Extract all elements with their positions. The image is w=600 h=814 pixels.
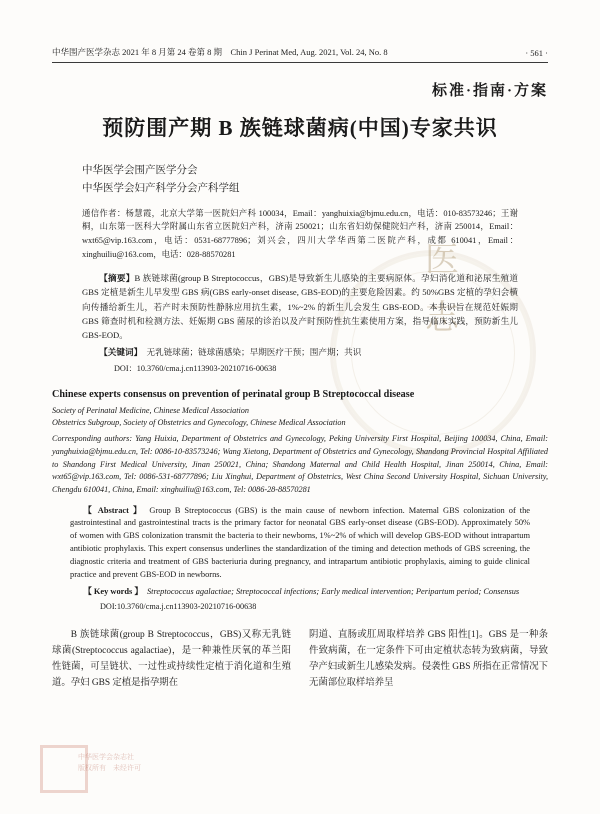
body-column-left: [52, 627, 291, 692]
watermark-red-stamp-icon: [40, 745, 88, 793]
body-column-right: [309, 627, 548, 692]
body-paragraph-left: B 族链球菌(group B Streptococcus，GBS)又称无乳链球菌(Streptococcus agalactiae)，是一种兼性厌氧的革兰阳性链菌，可呈链状、一过性或持续性定植于消化道和生殖道。孕妇 GBS 定植是指孕期在: [52, 629, 291, 689]
abstract-cn: [82, 271, 518, 342]
keywords-en-text: Streptococcus agalactiae; Streptococcal infections; Early medical intervention; Peripartum period; Consensus: [146, 587, 520, 597]
watermark-stamp-text: [78, 752, 141, 773]
english-corresponding-author-note: Corresponding authors: Yang Huixia, Department of Obstetrics and Gynecology, Peking University First Hospital, Beijing 100034, China, Email: yanghuixia@bjmu.edu.cn, Tel: 0086-10-83573246; Wang Xietong, Department of Obstetrics and Gynecology, Shandong Provincial Hospital Affiliated to Shandong First Medical University, Jinan 250021, China; Shandong Maternal and Child Health Hospital, Jinan 250014, China, Email: wxt65@vip.163.com, Tel: 0086-531-68777896; Liu Xinghui, Department of Obstetrics, West China Second University Hospital, Sichuan University, Chengdu 610041, China, Email: xinghuiliu@163.com, Tel: 0086-28-88570281: [52, 434, 548, 494]
watermark-char-2: 志: [425, 300, 459, 337]
running-head: [52, 46, 548, 63]
author-group: [82, 162, 548, 199]
abstract-en: [70, 505, 530, 582]
english-affiliation-1: Society of Perinatal Medicine, Chinese Medical Association: [52, 405, 249, 415]
page-number: · 561 ·: [525, 48, 548, 58]
keywords-cn-text: 无乳链球菌；链球菌感染；早期医疗干预；围产期；共识: [146, 347, 362, 358]
abstract-cn-label: 【摘要】: [99, 273, 135, 284]
corresponding-author-note: 通信作者：杨慧霞，北京大学第一医院妇产科 100034，Email：yanghuixia@bjmu.edu.cn，电话：010-83573246；王谢桐，山东第一医科大学附属山东省立医院妇产科，济南 250021；山东省妇幼保健院妇产科，济南 250014，Email：wxt65@vip.163.com，电话：0531-68777896；刘兴会，四川大学华西第二医院产科，成都 610041，Email：xinghuiliu@163.com，电话：028-88570281: [82, 208, 518, 259]
abstract-en-text: Group B Streptococcus (GBS) is the main cause of newborn infection. Maternal GBS colonization of the gastrointestinal and gastrointestinal tracts is the primary factor for neonatal GBS early-onset disease (GBS-EOD). Approximately 50% of women with GBS colonization transmit the bacteria to their newborns, 1%~2% of which will develop GBS-EOD without intrapartum antibiotic prophylaxis. This expert consensus underlines the standardization of the timing and detection methods of GBS screening, the diagnostic criteria and treatment of GBS bacteriuria during pregnancy, and intrapartum antibiotic prophylaxis, aiming to guide clinical practice and prevent GBS-EOD in newborns.: [70, 505, 531, 579]
doi-cn: DOI：10.3760/cma.j.cn113903-20210716-00638: [114, 363, 277, 373]
english-affiliation-2: Obstetrics Subgroup, Society of Obstetrics and Gynecology, Chinese Medical Association: [52, 417, 346, 427]
watermark-char-1: 医: [425, 242, 459, 279]
english-title: Chinese experts consensus on prevention of perinatal group B Streptococcal disease: [52, 388, 415, 400]
abstract-cn-text: B 族链球菌(group B Streptococcus，GBS)是导致新生儿感染的主要病原体。孕妇消化道和泌尿生殖道 GBS 定植是新生儿早发型 GBS 病(GBS early-onset disease, GBS-EOD)的主要危险因素。约 50%GBS 定植的孕妇会横向传播给新生儿，若产时未预防性静脉应用抗生素，1%~2% 的新生儿会发生 GBS-EOD。本共识旨在规范妊娠期 GBS 筛查时机和检测方法、妊娠期 GBS 菌尿的诊治以及产时预防性抗生素使用方案，指导临床实践，预防新生儿 GBS-EOD。: [82, 273, 518, 340]
body-columns: [52, 627, 548, 692]
article-category: 标准·指南·方案: [431, 83, 548, 99]
body-paragraph-right: 阴道、直肠或肛周取样培养 GBS 阳性[1]。GBS 是一种条件致病菌，在一定条件下可由定植状态转为致病菌，导致孕产妇或新生儿感染发病。侵袭性 GBS 所指在正常情况下无菌部位取样培养呈: [309, 629, 548, 689]
watermark-stamp-line-1: 中华医学会杂志社: [78, 753, 134, 761]
page-title: 预防围产期 B 族链球菌病(中国)专家共识: [102, 116, 498, 140]
abstract-en-label: 【 Abstract 】: [83, 505, 140, 515]
running-head-journal: 中华围产医学杂志 2021 年 8 月第 24 卷第 8 期 Chin J Perinat Med, Aug. 2021, Vol. 24, No. 8: [52, 47, 388, 57]
watermark-stamp-line-2: 版权所有 未经许可: [78, 763, 141, 772]
author-line-2: 中华医学会妇产科学分会产科学组: [82, 183, 240, 195]
keywords-en: [70, 586, 530, 599]
author-line-1: 中华医学会围产医学分会: [82, 165, 198, 176]
keywords-en-label: 【 Key words 】: [83, 587, 139, 597]
keywords-cn-label: 【关键词】: [99, 347, 138, 358]
doi-en: DOI:10.3760/cma.j.cn113903-20210716-00638: [100, 601, 257, 611]
keywords-cn: [82, 346, 518, 360]
